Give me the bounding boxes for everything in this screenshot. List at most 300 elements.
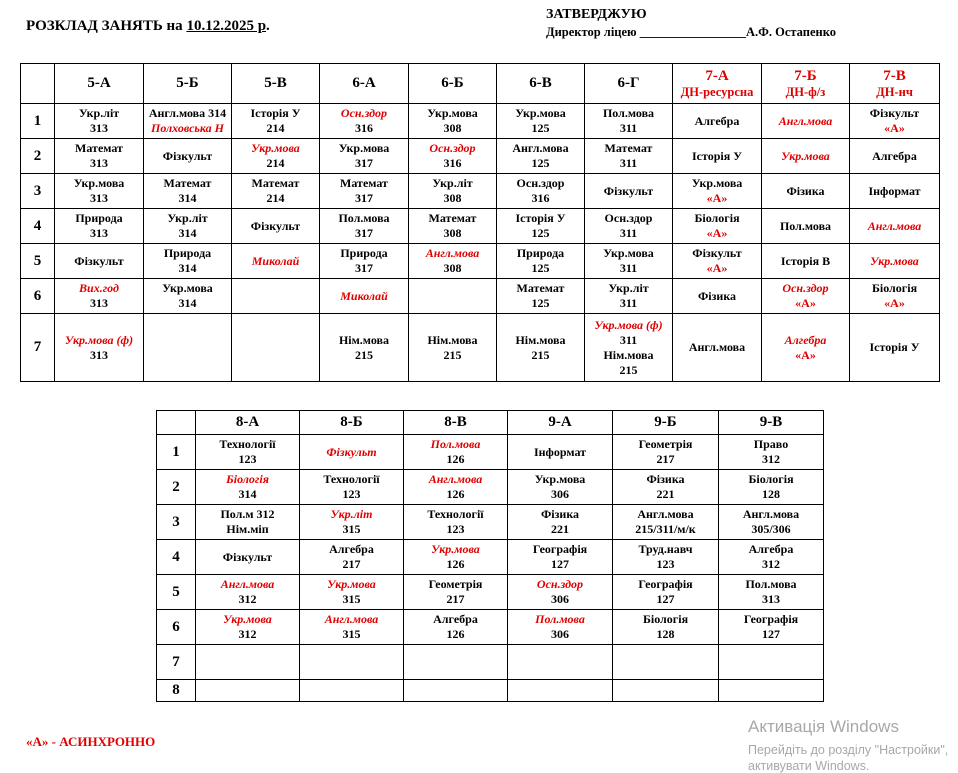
- lesson-cell: [300, 505, 404, 540]
- lesson-cell: [762, 139, 850, 174]
- watermark-line-3: активувати Windows.: [748, 759, 870, 773]
- lesson-cell: [585, 279, 673, 314]
- cell-line: 214: [266, 121, 285, 135]
- lesson-cell: [719, 575, 824, 610]
- lesson-row: [157, 645, 824, 680]
- class-name: 5-А: [87, 75, 111, 91]
- subject-text: Пол.м 312: [220, 507, 275, 521]
- subject-text: Алгебра: [784, 332, 827, 347]
- cell-line: 128: [762, 487, 780, 501]
- lesson-cell: [497, 209, 585, 244]
- lesson-cell: [497, 104, 585, 139]
- lesson-cell: [196, 575, 300, 610]
- cell-line: 313: [90, 347, 108, 362]
- cell-line: 314: [178, 191, 197, 205]
- lesson-cell: [673, 209, 762, 244]
- lesson-cell: [320, 244, 409, 279]
- subject-text: Історія У: [691, 148, 743, 163]
- subject-text: Пол.мова: [535, 612, 585, 626]
- subject-text: Природа: [340, 246, 388, 260]
- lesson-cell: [232, 174, 320, 209]
- subject-text: Укр.мова: [781, 148, 830, 163]
- class-header: [300, 411, 404, 435]
- lesson-number: 7: [157, 645, 196, 680]
- lesson-cell: [404, 645, 508, 680]
- schedule-table-grades-8-9: [156, 410, 824, 702]
- lesson-cell: [196, 610, 300, 645]
- lesson-cell: [196, 680, 300, 702]
- cell-line: 313: [90, 226, 108, 240]
- subject-text: Нім.мова: [427, 332, 478, 347]
- subject-text: Укр.мова: [73, 176, 125, 190]
- lesson-cell: [144, 104, 232, 139]
- subject-text: Математ: [340, 176, 388, 190]
- lesson-cell: [409, 314, 497, 382]
- cell-line: 313: [90, 156, 108, 170]
- lesson-cell: [613, 505, 719, 540]
- subject-text: Фізика: [697, 288, 737, 303]
- subject-text: Геометрія: [638, 437, 693, 451]
- subject-text: Укр.мова: [223, 612, 272, 626]
- cell-line: 311: [619, 121, 638, 135]
- lesson-cell: [55, 314, 144, 382]
- lesson-cell: [409, 209, 497, 244]
- lesson-cell: [613, 645, 719, 680]
- lesson-cell: [144, 139, 232, 174]
- lesson-row: [157, 470, 824, 505]
- lesson-cell: [508, 610, 613, 645]
- lesson-cell: [762, 104, 850, 139]
- lesson-cell: [762, 244, 850, 279]
- cell-line: 308: [443, 121, 462, 135]
- lesson-cell: [144, 279, 232, 314]
- cell-line: 316: [355, 121, 373, 135]
- lesson-cell: [719, 470, 824, 505]
- class-name: 8-В: [444, 414, 467, 430]
- subject-text: Історія У: [515, 211, 566, 225]
- subject-text: Укр.мова: [603, 246, 654, 260]
- lesson-row: [21, 139, 940, 174]
- subject-text: Біологія: [748, 472, 794, 486]
- subject-text: Право: [753, 437, 789, 451]
- subject-text: Математ: [604, 141, 653, 155]
- lesson-cell: [850, 139, 940, 174]
- lesson-cell: [232, 314, 320, 382]
- cell-line: 316: [443, 156, 462, 170]
- lesson-number: 2: [21, 139, 55, 174]
- cell-line: Нім.міп: [226, 522, 269, 536]
- cell-line: 123: [342, 487, 361, 501]
- lesson-cell: [497, 174, 585, 209]
- lesson-row: [21, 174, 940, 209]
- lesson-cell: [55, 104, 144, 139]
- subject-text: Пол.мова: [745, 577, 797, 591]
- lesson-number: 4: [157, 540, 196, 575]
- lesson-cell: [144, 244, 232, 279]
- lesson-row: [157, 540, 824, 575]
- cell-line: 311: [619, 261, 638, 275]
- subject-text: Географія: [532, 542, 588, 556]
- lesson-cell: [232, 209, 320, 244]
- subject-text: Природа: [163, 246, 212, 260]
- lesson-cell: [300, 680, 404, 702]
- cell-line: 313: [762, 592, 780, 606]
- lesson-cell: [320, 209, 409, 244]
- cell-line: 217: [446, 592, 465, 606]
- subject-text: Пол.мова: [338, 211, 390, 225]
- subject-text: Пол.мова: [602, 106, 655, 120]
- lesson-row: [157, 680, 824, 702]
- class-subgroup: ДН-ресурсна: [680, 84, 754, 99]
- class-header: [585, 64, 673, 104]
- lesson-cell: [850, 314, 940, 382]
- subject-text: Фізкульт: [162, 148, 213, 163]
- cell-line: 125: [531, 121, 550, 135]
- subject-text: Фізкульт: [869, 106, 920, 120]
- subject-text: Англ.мова: [512, 141, 569, 155]
- subject-text: Осн.здор: [429, 141, 476, 155]
- class-header: [762, 64, 850, 104]
- subject-text: Фізкульт: [692, 246, 742, 260]
- subject-text: Укр.мова: [427, 106, 478, 120]
- class-name: 6-В: [529, 75, 552, 91]
- lesson-number: 3: [157, 505, 196, 540]
- subject-text: Нім.мова: [515, 332, 566, 347]
- lesson-cell: [55, 174, 144, 209]
- subject-text: Англ.мова: [778, 113, 833, 128]
- cell-line: Нім.мова: [603, 347, 654, 362]
- cell-line: 126: [446, 487, 465, 501]
- subject-text: Математ: [428, 211, 477, 225]
- lesson-cell: [232, 104, 320, 139]
- subject-text: Укр.мова (ф): [594, 317, 663, 332]
- lesson-cell: [232, 279, 320, 314]
- cell-line: 316: [531, 191, 550, 205]
- subject-text: Англ.мова: [428, 472, 483, 486]
- subject-text: Фізкульт: [603, 183, 654, 198]
- lesson-cell: [497, 314, 585, 382]
- lesson-cell: [404, 435, 508, 470]
- cell-line: 312: [238, 592, 257, 606]
- cell-line: 313: [90, 121, 108, 135]
- cell-line: 127: [656, 592, 675, 606]
- lesson-cell: [850, 174, 940, 209]
- lesson-cell: [613, 470, 719, 505]
- cell-line: «А»: [884, 296, 905, 310]
- lesson-cell: [673, 174, 762, 209]
- lesson-cell: [497, 244, 585, 279]
- subject-text: Укр.літ: [330, 507, 373, 521]
- cell-line: 127: [551, 557, 569, 571]
- cell-line: 317: [355, 226, 373, 240]
- subject-text: Історія У: [869, 340, 920, 354]
- cell-line: 314: [178, 261, 197, 275]
- subject-text: Біологія: [226, 472, 269, 486]
- subject-text: Труд.навч: [638, 542, 693, 556]
- lesson-cell: [508, 680, 613, 702]
- cell-line: 306: [551, 627, 569, 641]
- lesson-cell: [508, 470, 613, 505]
- lesson-number: 6: [157, 610, 196, 645]
- class-name: 9-В: [759, 414, 783, 430]
- subject-text: Англ.мова: [688, 340, 746, 354]
- cell-line: 317: [355, 191, 373, 205]
- lesson-number: 1: [21, 104, 55, 139]
- lesson-cell: [719, 610, 824, 645]
- corner-cell: [157, 411, 196, 435]
- cell-line: 215/311/м/к: [635, 522, 696, 536]
- cell-line: 306: [551, 592, 569, 606]
- class-name: 6-Б: [441, 75, 464, 91]
- cell-line: 215: [531, 347, 550, 362]
- lesson-cell: [409, 279, 497, 314]
- cell-line: 308: [443, 191, 462, 205]
- subject-text: Фізкульт: [222, 549, 273, 564]
- subject-text: Алгебра: [748, 542, 794, 556]
- lesson-cell: [585, 209, 673, 244]
- schedule-title: [26, 18, 270, 35]
- subject-text: Інформат: [868, 183, 921, 198]
- lesson-cell: [232, 244, 320, 279]
- subject-text: Англ.мова: [425, 246, 480, 260]
- lesson-cell: [300, 435, 404, 470]
- subject-text: Осн.здор: [340, 106, 388, 120]
- lesson-cell: [404, 680, 508, 702]
- lesson-cell: [144, 174, 232, 209]
- lesson-cell: [585, 174, 673, 209]
- subject-text: Алгебра: [694, 113, 740, 128]
- legend-async: «А» - АСИНХРОННО: [26, 734, 156, 749]
- class-name: 7-Б: [794, 67, 817, 84]
- cell-line: 221: [551, 522, 569, 536]
- corner-cell: [21, 64, 55, 104]
- class-header: [55, 64, 144, 104]
- subject-text: Технології: [427, 507, 484, 521]
- lesson-cell: [762, 279, 850, 314]
- cell-line: 308: [443, 261, 462, 275]
- lesson-cell: [196, 505, 300, 540]
- subject-text: Фізкульт: [250, 218, 301, 233]
- subject-text: Нім.мова: [338, 332, 390, 347]
- windows-activation-watermark: [748, 716, 948, 773]
- lesson-cell: [196, 470, 300, 505]
- title-prefix: РОЗКЛАД ЗАНЯТЬ на: [26, 18, 187, 34]
- lesson-cell: [719, 505, 824, 540]
- cell-line: 312: [762, 452, 780, 466]
- subject-text: Геометрія: [428, 577, 483, 591]
- cell-line: 123: [656, 557, 675, 571]
- lesson-cell: [196, 435, 300, 470]
- subject-text: Укр.мова: [515, 106, 566, 120]
- cell-line: 315: [342, 627, 361, 641]
- class-header: [196, 411, 300, 435]
- class-header: [719, 411, 824, 435]
- class-name: 9-А: [548, 414, 572, 430]
- lesson-cell: [673, 314, 762, 382]
- subject-text: Пол.мова: [779, 218, 832, 233]
- subject-text: Фізика: [540, 507, 580, 521]
- cell-line: «А»: [706, 226, 728, 240]
- subject-text: Фізкульт: [326, 444, 377, 459]
- subject-text: Осн.здор: [536, 577, 584, 591]
- cell-line: 317: [355, 156, 373, 170]
- lesson-number: 1: [157, 435, 196, 470]
- subject-text: Осн.здор: [782, 281, 829, 295]
- lesson-number: 5: [157, 575, 196, 610]
- class-name: 8-Б: [340, 414, 363, 430]
- cell-line: 125: [531, 296, 550, 310]
- lesson-number: 8: [157, 680, 196, 702]
- cell-line: «А»: [795, 347, 816, 362]
- subject-text: Фізкульт: [74, 253, 124, 268]
- lesson-number: 7: [21, 314, 55, 382]
- cell-line: 314: [178, 296, 197, 310]
- subject-text: Укр.мова: [431, 542, 480, 556]
- cell-line: 317: [355, 261, 373, 275]
- cell-line: 314: [238, 487, 257, 501]
- lesson-cell: [613, 610, 719, 645]
- cell-line: 126: [446, 452, 465, 466]
- subject-text: Вих.год: [79, 281, 119, 295]
- class-header: [613, 411, 719, 435]
- cell-line: 125: [531, 261, 550, 275]
- class-name: 6-А: [352, 75, 376, 91]
- lesson-cell: [404, 540, 508, 575]
- subject-text: Біологія: [642, 612, 689, 626]
- class-name: 7-В: [883, 67, 906, 84]
- cell-line: 314: [178, 226, 197, 240]
- lesson-row: [157, 610, 824, 645]
- cell-line: 311: [619, 226, 638, 240]
- lesson-cell: [300, 540, 404, 575]
- subject-text: Фізика: [646, 472, 685, 486]
- lesson-number: 5: [21, 244, 55, 279]
- cell-line: 123: [446, 522, 465, 536]
- subject-text: Укр.мова: [534, 472, 586, 486]
- lesson-cell: [850, 279, 940, 314]
- cell-line: 123: [238, 452, 257, 466]
- lesson-cell: [719, 435, 824, 470]
- lesson-cell: [585, 314, 673, 382]
- subject-text: Англ.мова 314: [148, 106, 227, 120]
- class-name: 5-Б: [176, 75, 199, 91]
- subject-text: Укр.мова: [691, 176, 743, 190]
- lesson-cell: [850, 104, 940, 139]
- subject-text: Англ.мова: [220, 577, 275, 591]
- subject-text: Англ.мова: [324, 612, 379, 626]
- subject-text: Інформат: [533, 444, 587, 459]
- lesson-cell: [404, 610, 508, 645]
- subject-text: Біологія: [694, 211, 740, 225]
- class-header: [673, 64, 762, 104]
- lesson-cell: [196, 645, 300, 680]
- lesson-number: 6: [21, 279, 55, 314]
- cell-line: Полховська Н: [150, 121, 225, 135]
- lesson-cell: [404, 505, 508, 540]
- lesson-cell: [497, 139, 585, 174]
- lesson-number: 4: [21, 209, 55, 244]
- class-name: 7-А: [705, 67, 729, 84]
- watermark-line-2: Перейдіть до розділу "Настройки",: [748, 743, 949, 757]
- cell-line: «А»: [884, 121, 905, 135]
- lesson-cell: [55, 209, 144, 244]
- cell-line: 313: [90, 191, 108, 205]
- subject-text: Укр.мова: [251, 141, 300, 155]
- subject-text: Природа: [516, 246, 565, 260]
- cell-line: 313: [90, 296, 108, 310]
- lesson-number: 2: [157, 470, 196, 505]
- cell-line: 214: [266, 156, 285, 170]
- lesson-number: 3: [21, 174, 55, 209]
- subject-text: Укр.мова: [327, 577, 376, 591]
- cell-line: 215: [619, 362, 638, 377]
- cell-line: 125: [531, 156, 550, 170]
- lesson-cell: [585, 104, 673, 139]
- cell-line: 221: [656, 487, 675, 501]
- lesson-cell: [719, 680, 824, 702]
- approve-heading: ЗАТВЕРДЖУЮ: [546, 7, 647, 22]
- subject-text: Математ: [251, 176, 300, 190]
- subject-text: Пол.мова: [430, 437, 481, 451]
- lesson-cell: [762, 174, 850, 209]
- lesson-cell: [497, 279, 585, 314]
- cell-line: 312: [238, 627, 257, 641]
- lesson-row: [157, 505, 824, 540]
- cell-line: 217: [656, 452, 675, 466]
- subject-text: Технології: [219, 437, 276, 451]
- class-header: [850, 64, 940, 104]
- subject-text: Математ: [516, 281, 565, 295]
- cell-line: 311: [619, 332, 638, 347]
- lesson-cell: [300, 645, 404, 680]
- cell-line: 125: [531, 226, 550, 240]
- cell-line: «А»: [795, 296, 816, 310]
- lesson-row: [21, 279, 940, 314]
- subject-text: Укр.мова: [162, 281, 213, 295]
- lesson-cell: [508, 505, 613, 540]
- lesson-cell: [409, 139, 497, 174]
- cell-line: 315: [342, 522, 361, 536]
- watermark-title: Активація Windows: [748, 717, 899, 736]
- lesson-cell: [320, 139, 409, 174]
- lesson-cell: [719, 540, 824, 575]
- lesson-cell: [508, 575, 613, 610]
- class-header: [409, 64, 497, 104]
- lesson-cell: [613, 435, 719, 470]
- lesson-cell: [320, 314, 409, 382]
- lesson-cell: [673, 104, 762, 139]
- lesson-cell: [762, 209, 850, 244]
- subject-text: Укр.мова (ф): [64, 332, 134, 347]
- class-name: 8-А: [235, 414, 260, 430]
- schedule-table-grades-5-7: [20, 63, 940, 382]
- lesson-cell: [585, 244, 673, 279]
- lesson-cell: [585, 139, 673, 174]
- lesson-row: [21, 314, 940, 382]
- lesson-cell: [850, 209, 940, 244]
- class-name: 9-Б: [654, 414, 677, 430]
- class-subgroup: ДН-ф/з: [785, 84, 826, 99]
- subject-text: Англ.мова: [742, 507, 800, 521]
- lesson-cell: [613, 540, 719, 575]
- subject-text: Англ.мова: [637, 507, 694, 521]
- lesson-row: [157, 435, 824, 470]
- cell-line: 215: [443, 347, 462, 362]
- subject-text: Історія В: [780, 253, 831, 268]
- subject-text: Укр.літ: [167, 211, 208, 225]
- lesson-cell: [850, 244, 940, 279]
- lesson-cell: [673, 244, 762, 279]
